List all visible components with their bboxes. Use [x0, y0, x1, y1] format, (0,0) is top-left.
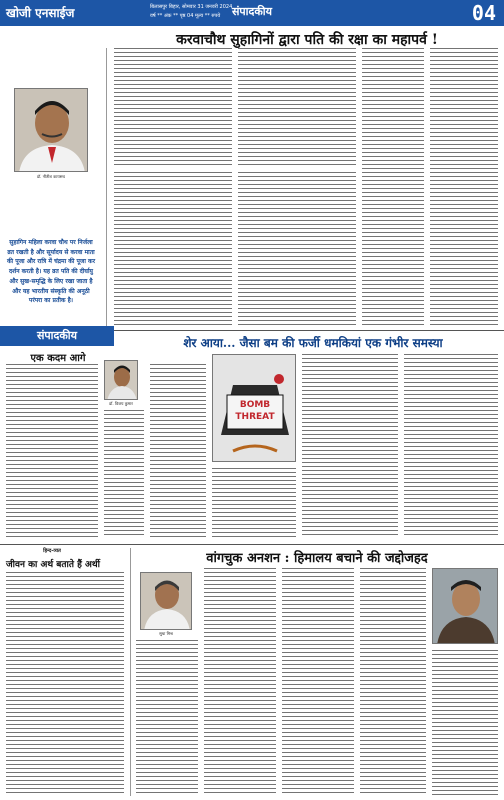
image-text-bomb: BOMB — [239, 400, 271, 410]
article3-text-col3 — [204, 568, 276, 796]
article1-text-col5 — [362, 48, 424, 326]
article2-text-col5 — [302, 354, 398, 538]
bomb-threat-label — [229, 399, 281, 423]
article2-text-col2 — [104, 410, 144, 538]
article1-text-col6 — [430, 48, 498, 326]
article1-text-col4 — [238, 172, 356, 326]
image-text-threat: THREAT — [235, 412, 275, 422]
article2-text-col4 — [212, 468, 296, 538]
article2-text-col3 — [150, 364, 206, 538]
columnist-caption: डॉ. नीतीश कायसथ — [37, 174, 65, 179]
column-divider — [130, 548, 131, 796]
pull-quote: सुहागिन महिला करवा चौथ पर निर्जला व्रत रखती है और सूर्यादय से करवा माता की पूजा और रात्रि में चंद्रमा की पूजा कर दर्शन करती है। यह व्रत पति की दीर्घायु और सुख-समृद्धि के लिए रखा जाता है और यह भारतीय संस्कृति की अनूठी परंपरा का प्रतीक है। — [6, 239, 96, 305]
person-portrait-icon — [433, 569, 498, 644]
article1-text-col3 — [114, 172, 232, 326]
article1-headline: करवाचौथ सुहागिनों द्वारा पति की रक्षा का महापर्व ! — [176, 32, 438, 48]
edition-date: बिलासपुर बिहार, सोमवार 31 जनवरी 2024 — [150, 4, 233, 10]
article3-headline: वांगचुक अनशन : हिमालय बचाने की जद्दोजहद — [206, 551, 428, 566]
masthead — [0, 0, 504, 26]
column-label: हिन्द-व्यत — [43, 548, 61, 554]
article3-text-col2 — [136, 640, 198, 796]
article3-text-col6 — [432, 650, 498, 796]
section-divider — [0, 544, 504, 545]
article2-text-col1 — [6, 364, 98, 538]
article1-text-col2 — [238, 48, 356, 168]
author2-photo — [140, 572, 192, 630]
section-title: संपादकीय — [231, 5, 273, 18]
page-number: 04 — [471, 1, 496, 25]
bomb-threat-image — [212, 354, 296, 462]
article3-text-col1 — [6, 572, 124, 796]
author-photo — [104, 360, 138, 400]
article3-subhead: जीवन का अर्थ बताते हैं अर्थी — [6, 560, 101, 570]
edition-volume: वर्ष ** अंक ** पृष्ठ 04 मूल्य ** रुपये — [150, 13, 221, 19]
article1-text-col1 — [114, 48, 232, 168]
article2-headline: शेर आया... जैसा बम की फर्जी धमकियां एक गंभीर समस्या — [183, 336, 443, 350]
person-portrait-icon — [105, 361, 138, 400]
columnist-photo — [14, 88, 88, 172]
editorial-label: संपादकीय — [0, 326, 114, 346]
newspaper-name: खोजी एनसाईज — [6, 6, 75, 20]
author-caption: डॉ. विजय कुमार — [109, 401, 133, 406]
wangchuk-photo — [432, 568, 498, 644]
person-portrait-icon — [141, 573, 192, 630]
column-divider — [106, 48, 107, 328]
article2-text-col6 — [404, 354, 498, 538]
article3-text-col5 — [360, 568, 426, 796]
article3-text-col4 — [282, 568, 354, 796]
article2-subhead: एक कदम आगे — [30, 353, 86, 364]
author2-caption: सुधा मिश्र — [159, 631, 173, 636]
person-portrait-icon — [15, 89, 88, 172]
